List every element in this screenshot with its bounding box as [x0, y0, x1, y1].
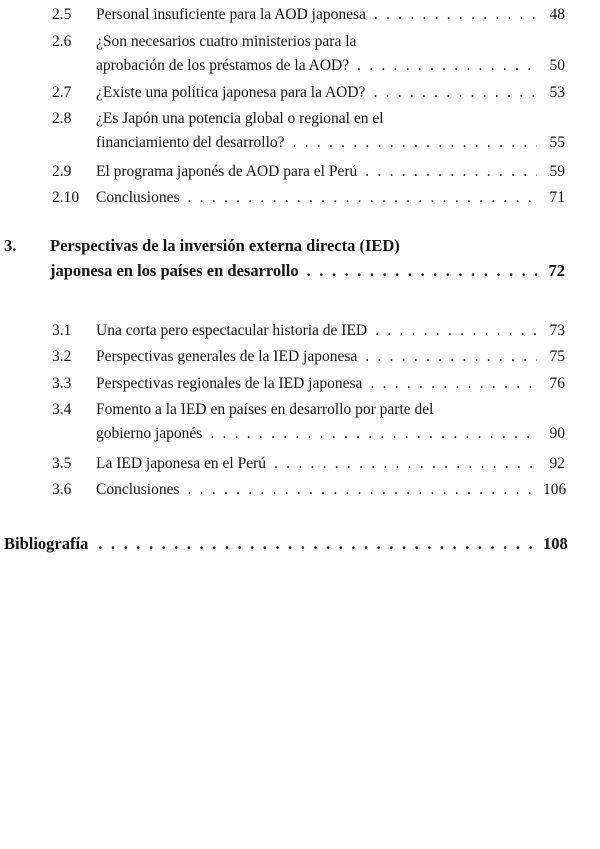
- section-title: Perspectivas generales de la IED japonesa: [96, 348, 358, 365]
- dot-leader: [188, 478, 537, 502]
- toc-entry-2-6[interactable]: [52, 30, 565, 78]
- section-number: 2.7: [52, 84, 72, 101]
- section-title-line-1: ¿Son necesarios cuatro ministerios para la: [96, 33, 357, 50]
- dot-leader: [274, 452, 537, 476]
- page-number: 55: [549, 134, 565, 151]
- chapter-title-line-2: japonesa en los países en desarrollo: [50, 261, 299, 280]
- toc-bibliography[interactable]: [4, 532, 568, 558]
- section-title: Una corta pero espectacular historia de IED: [96, 322, 368, 339]
- section-number: 2.9: [52, 163, 72, 180]
- page-number: 59: [549, 163, 565, 180]
- section-title: Conclusiones: [96, 189, 180, 206]
- page-number: 48: [549, 6, 565, 23]
- section-number: 3.1: [52, 322, 72, 339]
- section-number: 2.10: [52, 189, 80, 206]
- toc-entry-2-7[interactable]: [52, 81, 565, 105]
- section-number: 3.6: [52, 481, 72, 498]
- section-number: 2.5: [52, 6, 72, 23]
- section-title-line-2: aprobación de los préstamos de la AOD?: [96, 57, 350, 74]
- section-number: 3.2: [52, 348, 72, 365]
- toc-entry-3-2[interactable]: [52, 345, 565, 369]
- page-number: 50: [549, 57, 565, 74]
- dot-leader: [98, 532, 537, 556]
- page-number: 108: [543, 534, 568, 553]
- section-title: La IED japonesa en el Perú: [96, 455, 267, 472]
- toc-entry-3-3[interactable]: [52, 372, 565, 396]
- dot-leader: [307, 258, 537, 283]
- page-number: 75: [549, 348, 565, 365]
- toc-entry-2-8[interactable]: [52, 107, 565, 155]
- dot-leader: [210, 422, 537, 446]
- section-number: 3.5: [52, 455, 72, 472]
- section-number: 3.3: [52, 375, 72, 392]
- dot-leader: [293, 131, 537, 155]
- section-title: El programa japonés de AOD para el Perú: [96, 163, 358, 180]
- section-number: 2.6: [52, 33, 72, 50]
- toc-entry-2-10[interactable]: [52, 186, 565, 210]
- dot-leader: [374, 3, 537, 27]
- dot-leader: [375, 319, 537, 343]
- toc-entry-3-5[interactable]: [52, 452, 565, 476]
- dot-leader: [188, 186, 537, 210]
- toc-chapter-3[interactable]: [4, 233, 565, 283]
- dot-leader: [370, 372, 537, 396]
- section-title: Personal insuficiente para la AOD japonesa: [96, 6, 366, 23]
- chapter-title-line-1: Perspectivas de la inversión externa directa (IED): [50, 236, 400, 255]
- toc-entry-2-9[interactable]: [52, 160, 565, 184]
- dot-leader: [357, 54, 537, 78]
- section-title-line-2: financiamiento del desarrollo?: [96, 134, 285, 151]
- page-number: 71: [549, 189, 565, 206]
- section-title: Perspectivas regionales de la IED japonesa: [96, 375, 363, 392]
- page-number: 53: [549, 84, 565, 101]
- dot-leader: [365, 345, 537, 369]
- toc-entry-3-4[interactable]: [52, 398, 565, 446]
- page-number: 92: [549, 455, 565, 472]
- page-number: 90: [549, 425, 565, 442]
- section-title-line-2: gobierno japonés: [96, 425, 203, 442]
- chapter-number: 3.: [4, 236, 17, 255]
- section-title: Conclusiones: [96, 481, 180, 498]
- toc-entry-3-6[interactable]: [52, 478, 565, 502]
- dot-leader: [373, 81, 537, 105]
- toc-entry-3-1[interactable]: [52, 319, 565, 343]
- page-number: 72: [548, 261, 565, 280]
- toc-entry-2-5[interactable]: [52, 3, 565, 27]
- section-number: 3.4: [52, 401, 72, 418]
- page-number: 106: [543, 481, 567, 498]
- page-number: 76: [549, 375, 565, 392]
- section-title-line-1: ¿Es Japón una potencia global o regional en el: [96, 110, 384, 127]
- section-number: 2.8: [52, 110, 72, 127]
- dot-leader: [365, 160, 537, 184]
- bibliography-label: Bibliografía: [4, 534, 89, 553]
- section-title: ¿Existe una política japonesa para la AOD?: [96, 84, 366, 101]
- section-title-line-1: Fomento a la IED en países en desarrollo por parte del: [96, 401, 434, 418]
- page-number: 73: [549, 322, 565, 339]
